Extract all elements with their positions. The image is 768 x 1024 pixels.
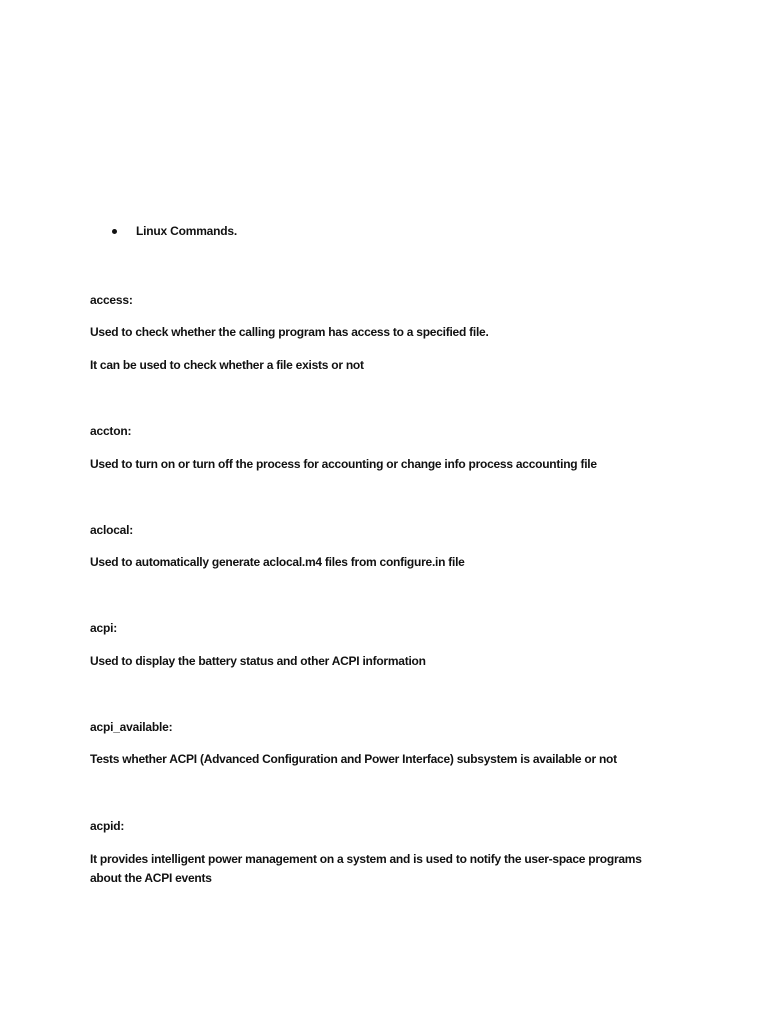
command-description: Tests whether ACPI (Advanced Configuration and Power Interface) subsystem is available or not [90, 752, 617, 766]
heading-bullet-text: Linux Commands. [136, 224, 238, 238]
command-term: acpi_available: [90, 720, 173, 734]
command-term: aclocal: [90, 523, 134, 537]
command-description: Used to turn on or turn off the process for accounting or change info process accounting file [90, 457, 597, 471]
entry-acpid [90, 818, 690, 834]
entry-acpi-available-desc [90, 750, 690, 769]
command-description: Used to check whether the calling program has access to a specified file. [90, 325, 489, 339]
entry-access [90, 292, 690, 308]
command-term: acpi: [90, 621, 118, 635]
command-term: accton: [90, 424, 132, 438]
command-term: acpid: [90, 819, 125, 833]
command-description: It can be used to check whether a file exists or not [90, 358, 364, 372]
heading-bullet-item [112, 224, 237, 238]
entry-accton [90, 423, 690, 439]
command-description: about the ACPI events [90, 871, 212, 885]
entry-accton-desc [90, 455, 690, 474]
entry-access-desc-1 [90, 323, 690, 342]
entry-aclocal [90, 522, 690, 538]
entry-acpi [90, 620, 690, 636]
entry-acpid-desc [90, 850, 690, 888]
command-description: Used to display the battery status and other ACPI information [90, 654, 426, 668]
command-term: access: [90, 293, 133, 307]
entry-acpi-available [90, 719, 690, 735]
entry-access-desc-2 [90, 356, 690, 375]
command-description: Used to automatically generate aclocal.m4 files from configure.in file [90, 555, 465, 569]
command-description: It provides intelligent power management on a system and is used to notify the user-space programs [90, 852, 642, 866]
bullet-icon [112, 229, 117, 234]
entry-aclocal-desc [90, 553, 690, 572]
entry-acpi-desc [90, 652, 690, 671]
